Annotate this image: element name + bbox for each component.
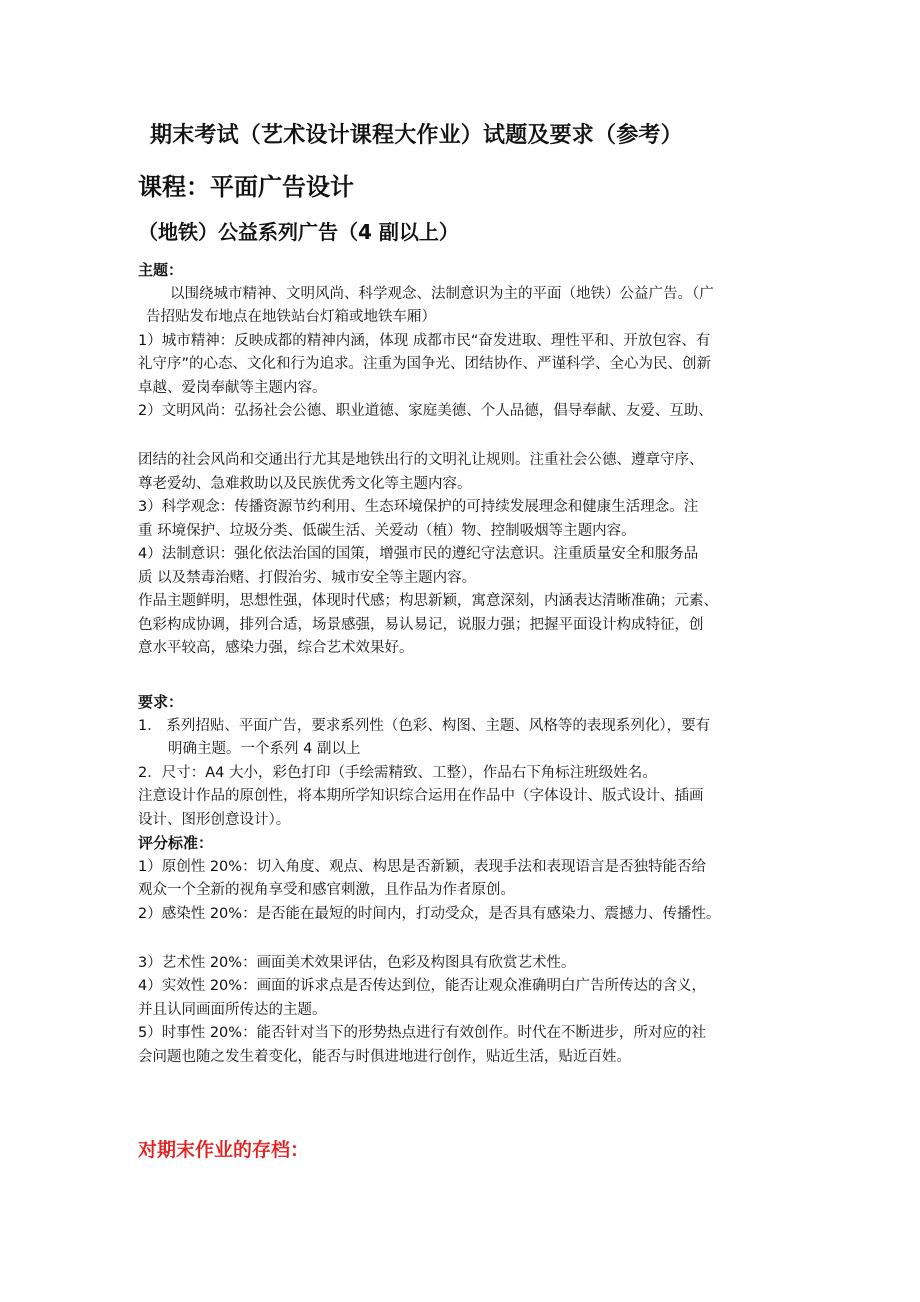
theme-summary-line: 色彩构成协调，排列合适，场景感强，易认易记，说服力强；把握平面设计构成特征，创 [138,616,704,633]
requirements-note-line: 注意设计作品的原创性，将本期所学知识综合运用在作品中（字体设计、版式设计、插画 [138,788,704,804]
theme-intro-line: 告招贴发布地点在地铁站台灯箱或地铁车厢） [146,309,436,325]
requirements-label: 要求： [138,693,184,711]
theme-item-2-line: 尊老爱幼、急难救助以及民族优秀文化等主题内容。 [138,475,472,492]
grading-criterion-1-line: 1）原创性 20%：切入角度、观点、构思是否新颖，表现手法和表现语言是否独特能否给 [138,858,707,875]
theme-item-3-line: 重 环境保护、垃圾分类、低碳生活、关爱动（植）物、控制吸烟等主题内容。 [138,522,636,539]
theme-item-1-line: 卓越、爱岗奉献等主题内容。 [138,379,327,396]
requirement-1-line: 1． 系列招贴、平面广告，要求系列性（色彩、构图、主题、风格等的表现系列化），要有 [138,717,711,734]
document-title: 期末考试（艺术设计课程大作业）试题及要求（参考） [150,123,683,148]
theme-item-4-line: 质 以及禁毒治赌、打假治劣、城市安全等主题内容。 [138,569,477,586]
requirements-section [138,691,793,832]
grading-criterion-4-line: 4）实效性 20%：画面的诉求点是否传达到位，能否让观众准确明白广告所传达的含义， [138,978,707,994]
section-title: （地铁）公益系列广告（4 副以上） [138,220,459,244]
requirements-note-line: 设计、图形创意设计）。 [138,811,291,828]
grading-criterion-5-line: 5）时事性 20%：能否针对当下的形势热点进行有效创作。时代在不断进步，所对应的社 [138,1025,707,1041]
theme-item-1-line: 1）城市精神：反映成都的精神内涵，体现 成都市民“奋发进取、理性平和、开放包容、有 [138,332,711,349]
grading-criterion-3-line: 3）艺术性 20%：画面美术效果评估，色彩及构图具有欣赏艺术性。 [138,954,576,971]
theme-item-2-line: 2）文明风尚：弘扬社会公德、职业道德、家庭美德、个人品德，倡导奉献、友爱、互助、 [138,403,713,419]
course-title: 课程：平面广告设计 [138,173,354,201]
theme-item-1-line: 礼守序”的心态、文化和行为追求。注重为国争光、团结协作、严谨科学、全心为民、创新 [138,356,712,372]
grading-criterion-4-line: 并且认同画面所传达的主题。 [138,1001,327,1018]
theme-section [138,259,793,661]
theme-label: 主题： [138,261,184,279]
grading-criterion-1-line: 观众一个全新的视角享受和感官刺激，且作品为作者原创。 [138,882,515,898]
theme-summary-line: 意水平较高，感染力强，综合艺术效果好。 [138,640,414,656]
requirement-2-line: 2．尺寸：A4 大小，彩色打印（手绘需精致、工整），作品右下角标注班级姓名。 [138,764,657,781]
theme-item-3-line: 3）科学观念：传播资源节约利用、生态环境保护的可持续发展理念和健康生活理念。注 [138,499,699,515]
theme-intro-line: 以围绕城市精神、文明风尚、科学观念、法制意识为主的平面（地铁）公益广告。（广 [170,285,714,302]
grading-label: 评分标准： [138,834,214,852]
grading-criterion-2-line: 2）感染性 20%：是否能在最短的时间内，打动受众，是否具有感染力、震撼力、传播性。 [138,905,721,922]
spacer [138,424,793,448]
theme-item-4-line: 4）法制意识：强化依法治国的国策，增强市民的遵纪守法意识。注重质量安全和服务品 [138,546,699,562]
grading-section [138,832,793,1069]
requirement-1-line: 明确主题。一个系列 4 副以上 [168,741,361,757]
archive-title: 对期末作业的存档： [138,1139,310,1161]
spacer [138,926,793,950]
theme-summary-line: 作品主题鲜明，思想性强，体现时代感；构思新颖，寓意深刻，内涵表达清晰准确；元素、 [138,593,718,609]
theme-item-2-line: 团结的社会风尚和交通出行尤其是地铁出行的文明礼让规则。注重社会公德、遵章守序、 [138,452,704,468]
grading-criterion-5-line: 会问题也随之发生着变化，能否与时俱进地进行创作，贴近生活，贴近百姓。 [138,1048,631,1065]
